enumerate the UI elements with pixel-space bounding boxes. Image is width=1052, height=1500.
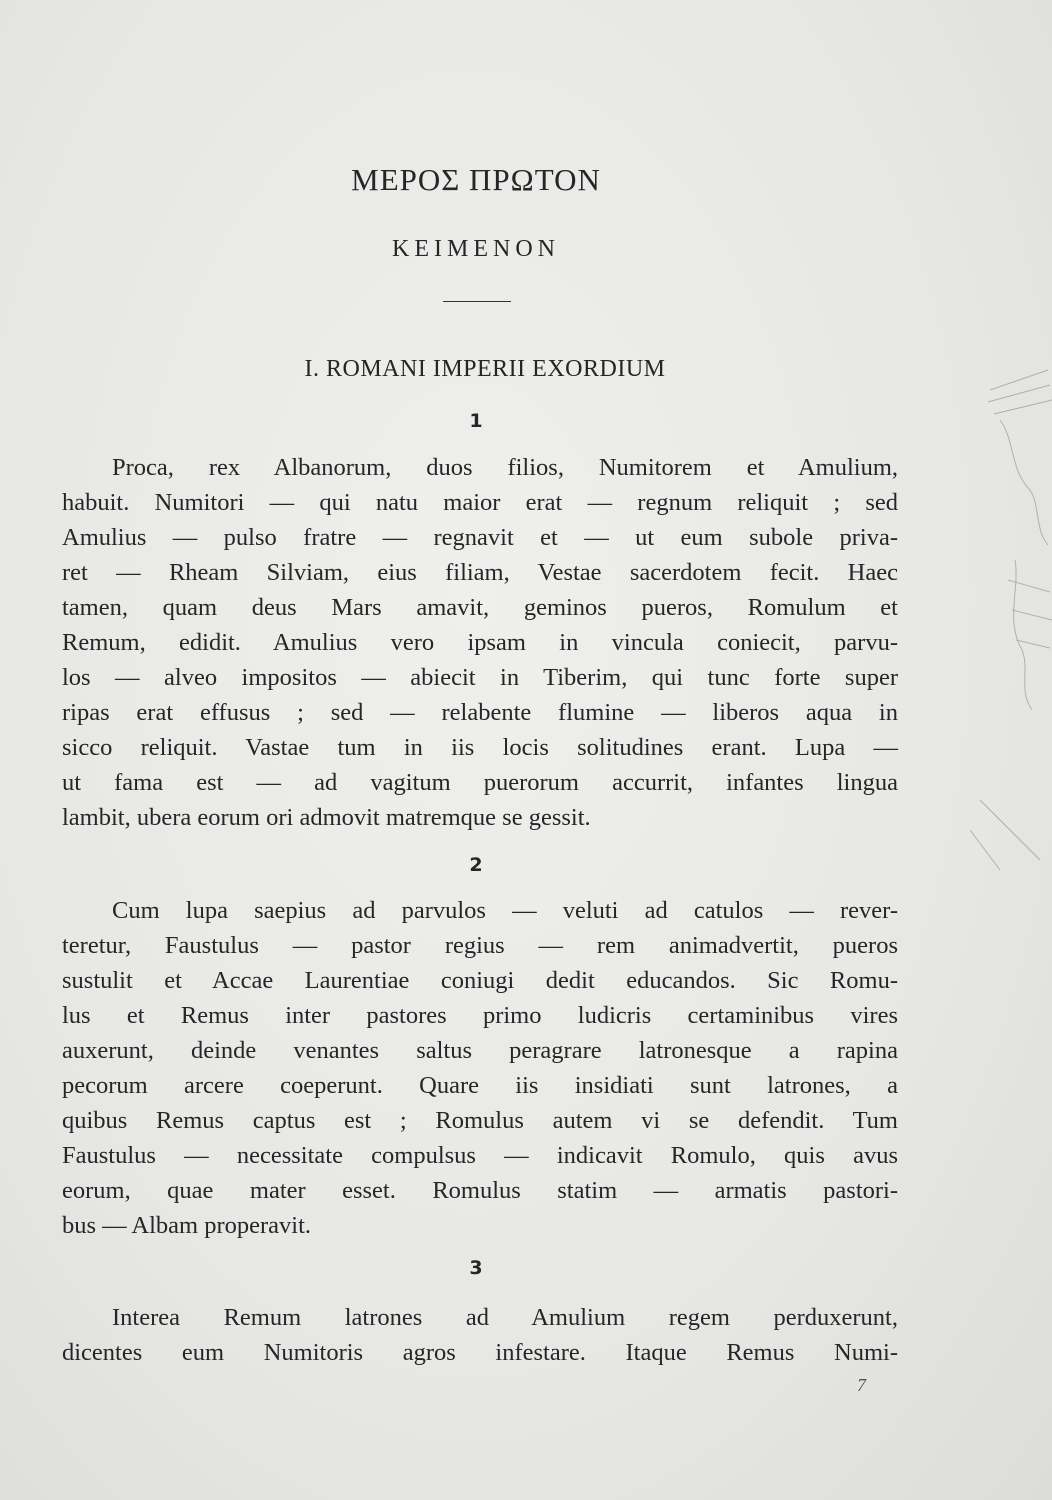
- text-line: Amulius — pulso fratre — regnavit et — ut eum subole priva-: [62, 524, 898, 551]
- text-line: lambit, ubera eorum ori admovit matremque se gessit.: [62, 804, 591, 831]
- text-line: los — alveo impositos — abiecit in Tiberim, qui tunc forte super: [62, 664, 898, 691]
- section-number-1: 1: [469, 410, 483, 432]
- text-line: sustulit et Accae Laurentiae coniugi dedit educandos. Sic Romu-: [62, 967, 898, 994]
- text-line: auxerunt, deinde venantes saltus peragrare latronesque a rapina: [62, 1037, 898, 1064]
- text-line: sicco reliquit. Vastae tum in iis locis solitudines erant. Lupa —: [62, 734, 898, 761]
- page-number: 7: [857, 1375, 866, 1395]
- text-line: lus et Remus inter pastores primo ludicris certaminibus vires: [62, 1002, 898, 1029]
- title-divider: [443, 301, 511, 302]
- text-line: Cum lupa saepius ad parvulos — veluti ad catulos — rever-: [112, 897, 898, 924]
- text-line: eorum, quae mater esset. Romulus statim — armatis pastori-: [62, 1177, 898, 1204]
- text-line: ret — Rheam Silviam, eius filiam, Vestae sacerdotem fecit. Haec: [62, 559, 898, 586]
- section-number-2: 2: [469, 854, 483, 876]
- text-line: Remum, edidit. Amulius vero ipsam in vincula coniecit, parvu-: [62, 629, 898, 656]
- text-line: Faustulus — necessitate compulsus — indicavit Romulo, quis avus: [62, 1142, 898, 1169]
- text-line: tamen, quam deus Mars amavit, geminos pueros, Romulum et: [62, 594, 898, 621]
- bleed-through-sketch-icon: [960, 330, 1052, 890]
- text-line: pecorum arcere coeperunt. Quare iis insidiati sunt latrones, a: [62, 1072, 898, 1099]
- text-line: dicentes eum Numitoris agros infestare. Itaque Remus Numi-: [62, 1339, 898, 1366]
- text-line: bus — Albam properavit.: [62, 1212, 312, 1239]
- section-number-3: 3: [469, 1257, 483, 1279]
- text-line: habuit. Numitori — qui natu maior erat — regnum reliquit ; sed: [62, 489, 898, 516]
- subtitle: ΚΕΙΜΕΝΟΝ: [392, 236, 560, 262]
- section-2-text: [62, 893, 898, 1243]
- text-line: Proca, rex Albanorum, duos filios, Numitorem et Amulium,: [112, 454, 898, 481]
- section-1-text: [62, 450, 898, 835]
- part-title: ΜΕΡΟΣ ΠΡΩΤΟΝ: [351, 162, 601, 197]
- section-3-text: [62, 1300, 898, 1370]
- chapter-title: I. ROMANI IMPERII EXORDIUM: [304, 356, 666, 382]
- text-line: ut fama est — ad vagitum puerorum accurrit, infantes lingua: [62, 769, 898, 796]
- text-line: teretur, Faustulus — pastor regius — rem animadvertit, pueros: [62, 932, 898, 959]
- text-line: quibus Remus captus est ; Romulus autem vi se defendit. Tum: [62, 1107, 898, 1134]
- text-line: Interea Remum latrones ad Amulium regem perduxerunt,: [112, 1304, 898, 1331]
- text-line: ripas erat effusus ; sed — relabente flumine — liberos aqua in: [62, 699, 898, 726]
